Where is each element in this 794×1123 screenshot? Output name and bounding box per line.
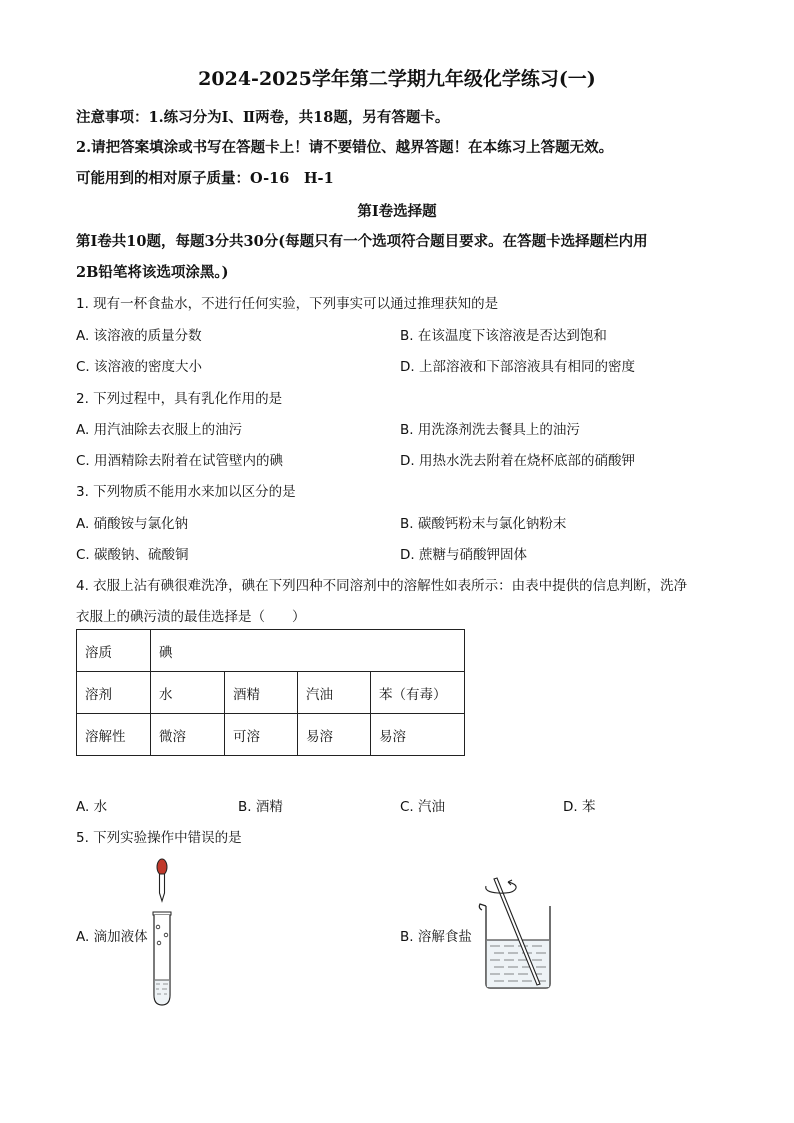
table-row (77, 714, 465, 756)
table-cell: 溶质 (77, 630, 151, 672)
q3-stem: 3. 下列物质不能用水来加以区分的是 (76, 484, 296, 500)
table-cell: 酒精 (225, 672, 298, 714)
q3-option-a: A. 硝酸铵与氯化钠 (76, 516, 189, 532)
q1-stem: 1. 现有一杯食盐水，不进行任何实验，下列事实可以通过推理获知的是 (76, 296, 499, 312)
dropper-tube (160, 874, 165, 901)
table-cell: 苯（有毒） (371, 672, 465, 714)
q2-option-d: D. 用热水洗去附着在烧杯底部的硝酸钾 (400, 453, 635, 469)
table-row (77, 630, 465, 672)
table-cell: 碘 (151, 630, 465, 672)
q2-option-c: C. 用酒精除去附着在试管壁内的碘 (76, 453, 284, 469)
table-cell: 易溶 (371, 714, 465, 756)
table-cell: 汽油 (298, 672, 371, 714)
section-desc-1: 第Ⅰ卷共10题，每题3分共30分(每题只有一个选项符合题目要求。在答题卡选择题栏内用 (76, 233, 648, 250)
beaker-stirring-illustration (474, 872, 564, 992)
beaker-spout (479, 904, 486, 910)
beaker-liquid (487, 940, 550, 987)
solubility-table (76, 629, 465, 756)
notice-line-3: 可能用到的相对原子质量：O-16 H-1 (76, 170, 334, 187)
table-cell: 微溶 (151, 714, 225, 756)
q4-option-d: D. 苯 (563, 799, 596, 815)
q2-option-b: B. 用洗涤剂洗去餐具上的油污 (400, 422, 580, 438)
notice-line-1: 注意事项：1.练习分为Ⅰ、Ⅱ两卷，共18题，另有答题卡。 (76, 109, 450, 126)
q1-option-b: B. 在该温度下该溶液是否达到饱和 (400, 328, 607, 344)
q2-stem: 2. 下列过程中，具有乳化作用的是 (76, 391, 283, 407)
test-tube-rim (153, 912, 171, 915)
dropper-test-tube-illustration (146, 855, 180, 1010)
dropper-bulb (157, 859, 167, 875)
q4-stem-line-1: 4. 衣服上沾有碘很难洗净，碘在下列四种不同溶剂中的溶解性如表所示：由表中提供的信息判断，洗净 (76, 578, 688, 594)
q3-option-b: B. 碳酸钙粉末与氯化钠粉末 (400, 516, 567, 532)
q5-option-a: A. 滴加液体 (76, 929, 148, 945)
q4-option-a: A. 水 (76, 799, 108, 815)
table-cell: 易溶 (298, 714, 371, 756)
q1-option-d: D. 上部溶液和下部溶液具有相同的密度 (400, 359, 635, 375)
q4-option-b: B. 酒精 (238, 799, 283, 815)
q1-option-a: A. 该溶液的质量分数 (76, 328, 202, 344)
section-title: 第Ⅰ卷选择题 (357, 203, 437, 220)
notice-line-2: 2.请把答案填涂或书写在答题卡上！请不要错位、越界答题！在本练习上答题无效。 (76, 139, 614, 156)
q3-option-c: C. 碳酸钠、硫酸铜 (76, 547, 189, 563)
q4-stem-line-2: 衣服上的碘污渍的最佳选择是（ ） (76, 609, 306, 625)
q1-option-c: C. 该溶液的密度大小 (76, 359, 203, 375)
section-desc-2: 2B铅笔将该选项涂黑。) (76, 264, 229, 281)
table-cell: 可溶 (225, 714, 298, 756)
table-cell: 水 (151, 672, 225, 714)
page-title: 2024-2025学年第二学期九年级化学练习(一) (198, 68, 596, 90)
q4-option-c: C. 汽油 (400, 799, 446, 815)
table-cell: 溶解性 (77, 714, 151, 756)
table-cell: 溶剂 (77, 672, 151, 714)
q3-option-d: D. 蔗糖与硝酸钾固体 (400, 547, 527, 563)
q2-option-a: A. 用汽油除去衣服上的油污 (76, 422, 243, 438)
q5-option-b: B. 溶解食盐 (400, 929, 472, 945)
test-tube-liquid (155, 980, 170, 1004)
q5-stem: 5. 下列实验操作中错误的是 (76, 830, 242, 846)
table-row (77, 672, 465, 714)
